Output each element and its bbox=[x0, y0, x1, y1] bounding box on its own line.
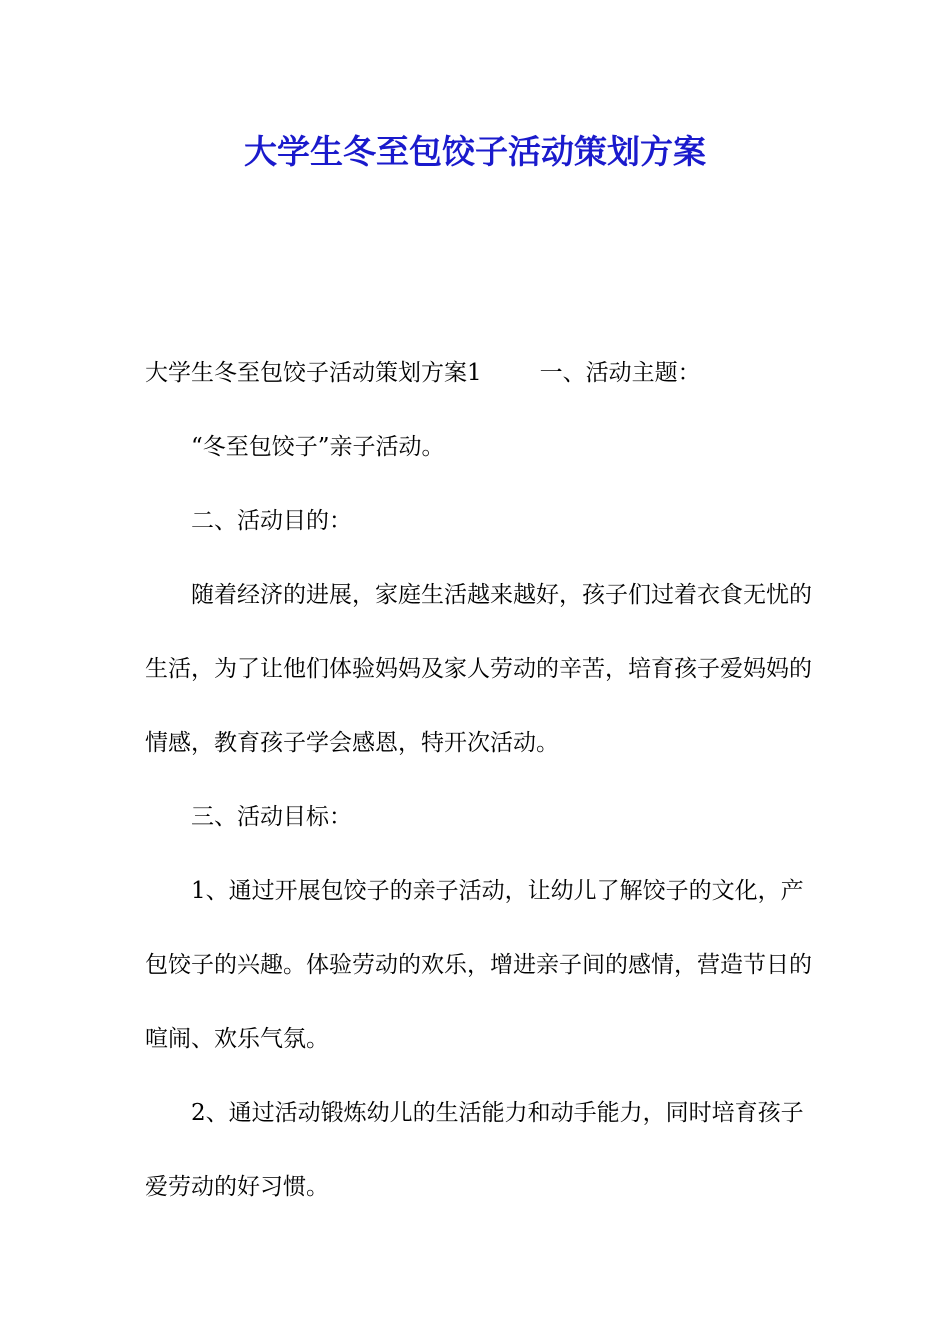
section-heading-theme: 一、活动主题： bbox=[539, 360, 701, 386]
paragraph-purpose: 随着经济的进展，家庭生活越来越好，孩子们过着衣食无忧的生活，为了让他们体验妈妈及家人劳动的辛苦，培育孩子爱妈妈的情感，教育孩子学会感恩，特开次活动。 bbox=[145, 582, 812, 756]
document-body bbox=[145, 336, 813, 1224]
plan-heading: 大学生冬至包饺子活动策划方案1 bbox=[145, 360, 482, 386]
section-heading-purpose: 二、活动目的： bbox=[191, 508, 352, 534]
paragraph-goal-1: 1、通过开展包饺子的亲子活动，让幼儿了解饺子的文化，产包饺子的兴趣。体验劳动的欢乐，增进亲子间的感情，营造节日的喧闹、欢乐气氛。 bbox=[145, 878, 812, 1052]
paragraph-theme: “冬至包饺子”亲子活动。 bbox=[191, 434, 445, 460]
document-title: 大学生冬至包饺子活动策划方案 bbox=[244, 132, 706, 171]
section-heading-line bbox=[145, 336, 813, 410]
paragraph-goal-2: 2、通过活动锻炼幼儿的生活能力和动手能力，同时培育孩子爱劳动的好习惯。 bbox=[145, 1100, 804, 1200]
section-heading-goals: 三、活动目标： bbox=[191, 804, 352, 830]
